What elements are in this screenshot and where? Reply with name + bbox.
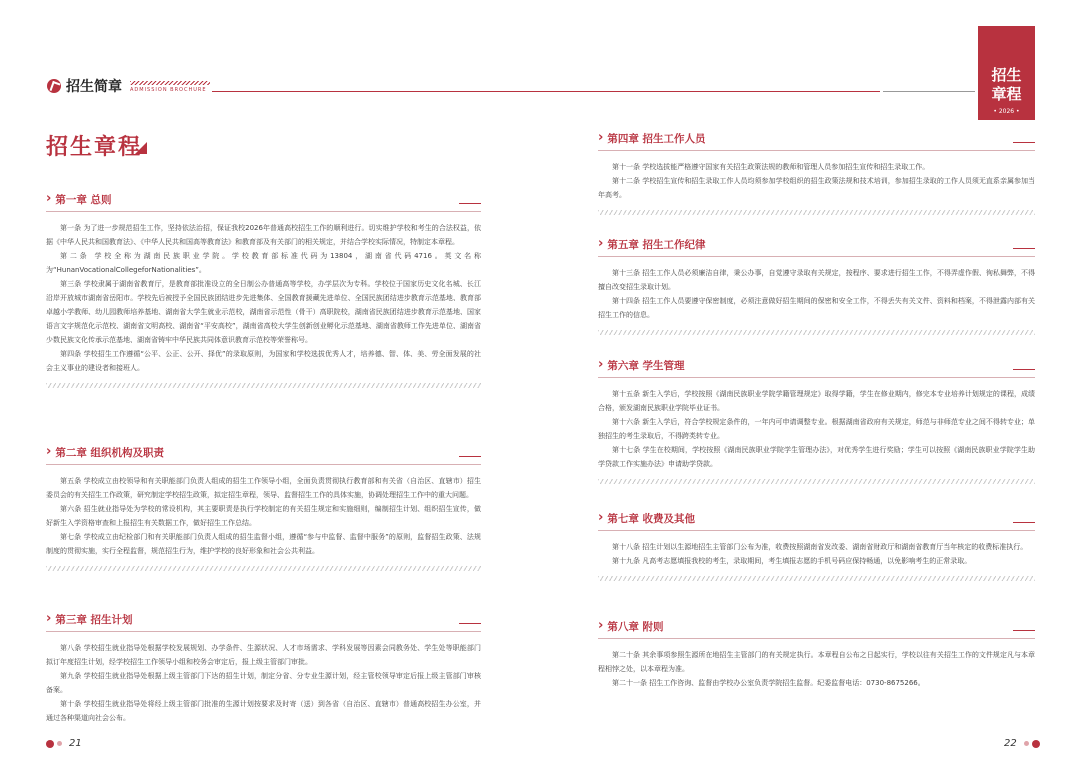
heading-underline xyxy=(598,150,1035,151)
section-body xyxy=(598,387,1035,471)
article-paragraph: 第三条 学校隶属于湖南省教育厅，是教育部批准设立的全日制公办普通高等学校，办学层次为专科。学校位于国家历史文化名城、长江沿岸开放城市湖南省岳阳市。学校先后被授予全国民族团结进步先进集体、全国教育援藏先进单位、全国民族团结进步教育示范基地、教育部卓越小学教师、幼儿园教师培养基地、湖南省大学生就业示范校，湖南省示范性（骨干）高职院校，湖南省民族团结进步教育示范基地、国家语言文字规范化示范校、湖南省文明高校、湖南省“平安高校”，湖南省高校大学生创新创业孵化示范基地、湖南省教师工作先进单位、湖南省少数民族文化传承示范基地、湖南省铸牢中华民族共同体意识教育示范校等荣誉称号。 xyxy=(46,280,481,344)
section-body xyxy=(46,221,481,375)
section-heading: › 第四章 招生工作人员 xyxy=(598,130,706,145)
hatch-decoration xyxy=(130,81,210,85)
section-divider xyxy=(598,330,1035,335)
section-heading: › 第五章 招生工作纪律 xyxy=(598,236,706,251)
section-heading: › 第一章 总则 xyxy=(46,191,112,206)
page-title: 招生章程 xyxy=(46,135,143,160)
section-divider xyxy=(598,210,1035,215)
section-divider xyxy=(46,383,481,388)
article-paragraph: 第十三条 招生工作人员必须廉洁自律，秉公办事，自觉遵守录取有关规定，按程序、要求进行招生工作，不得弄虚作假、徇私舞弊，不得擅自改变招生录取计划。 xyxy=(598,269,1035,291)
section-divider xyxy=(598,576,1035,581)
heading-accent-rule xyxy=(459,203,481,204)
section-body xyxy=(598,540,1035,568)
chevron-right-icon: › xyxy=(598,618,604,633)
article-paragraph: 第二十一条 招生工作咨询、监督由学校办公室负责学院招生监督。纪委监督电话：0730-8675266。 xyxy=(612,679,925,687)
article-paragraph: 第十九条 凡高考志愿填报我校的考生，录取期间，考生填报志愿的手机号码应保持畅通，以免影响考生的正常录取。 xyxy=(612,557,972,565)
heading-underline xyxy=(46,631,481,632)
article-paragraph: 第十四条 招生工作人员要遵守保密制度，必须注意做好招生期间的保密和安全工作，不得丢失有关文件、资料和档案，不得泄露内部有关招生工作的信息。 xyxy=(598,297,1035,319)
article-paragraph: 第四条 学校招生工作遵循“公平、公正、公开、择优”的录取原则，为国家和学校选拔优秀人才，培养德、智、体、美、劳全面发展的社会主义事业的建设者和接班人。 xyxy=(46,350,481,372)
article-paragraph: 第二条 学校全称为湖南民族职业学院。学校教育部标准代码为13804，湖南省代码4716。英文名称为“HunanVocationalCollegeforNationalities”。 xyxy=(46,252,481,274)
article-paragraph: 第九条 学校招生就业指导处根据上级主管部门下达的招生计划，制定分省、分专业生源计划，经主管校领导审定后报上级主管部门审核备案。 xyxy=(46,672,481,694)
article-paragraph: 第十条 学校招生就业指导处将经上级主管部门批准的生源计划按要求及时寄（送）到各省（自治区、直辖市）普通高校招生办公室，并通过各种渠道向社会公布。 xyxy=(46,700,481,722)
header-rule-right xyxy=(883,91,975,92)
article-paragraph: 第十五条 新生入学后，学校按照《湖南民族职业学院学籍管理规定》取得学籍，学生在修业期内，修完本专业培养计划规定的课程，成绩合格，颁发湖南民族职业学院毕业证书。 xyxy=(598,390,1035,412)
chevron-right-icon: › xyxy=(46,444,52,459)
section-body xyxy=(598,160,1035,202)
section-heading: › 第八章 附则 xyxy=(598,618,664,633)
heading-underline xyxy=(46,211,481,212)
chevron-right-icon: › xyxy=(46,611,52,626)
header-title: 招生简章 xyxy=(66,79,122,95)
heading-accent-rule xyxy=(459,623,481,624)
section-chapter-7 xyxy=(598,510,1035,581)
section-chapter-2 xyxy=(46,444,481,571)
section-chapter-1 xyxy=(46,191,481,388)
heading-accent-rule xyxy=(1013,630,1035,631)
dot-icon xyxy=(1024,741,1029,746)
article-paragraph: 第十二条 学校招生宣传和招生录取工作人员均须参加学校组织的招生政策法规和技术培训，参加招生录取的工作人员须无直系亲属参加当年高考。 xyxy=(598,177,1035,199)
header-subtitle: ADMISSION BROCHURE xyxy=(130,87,207,93)
heading-accent-rule xyxy=(1013,369,1035,370)
page-number-right: 22 xyxy=(1004,738,1040,749)
heading-accent-rule xyxy=(1013,522,1035,523)
heading-underline xyxy=(598,377,1035,378)
section-chapter-8 xyxy=(598,618,1035,690)
heading-underline xyxy=(598,256,1035,257)
section-body xyxy=(598,648,1035,690)
section-body xyxy=(46,641,481,725)
dot-icon xyxy=(57,741,62,746)
section-heading: › 第七章 收费及其他 xyxy=(598,510,696,525)
article-paragraph: 第十八条 招生计划以生源地招生主管部门公布为准，收费按照湖南省发改委、湖南省财政厅和湖南省教育厅当年核定的收费标准执行。 xyxy=(612,543,1028,551)
article-paragraph: 第十七条 学生在校期间，学校按照《湖南民族职业学院学生管理办法》，对优秀学生进行奖励；学生可以按照《湖南民族职业学院学生助学贷款工作实施办法》申请助学贷款。 xyxy=(598,446,1035,468)
heading-underline xyxy=(598,530,1035,531)
section-chapter-5 xyxy=(598,236,1035,335)
chevron-right-icon: › xyxy=(598,236,604,251)
chevron-right-icon: › xyxy=(46,191,52,206)
section-chapter-3 xyxy=(46,611,481,725)
chevron-right-icon: › xyxy=(598,130,604,145)
article-paragraph: 第六条 招生就业指导处为学校的常设机构，其主要职责是执行学校制定的有关招生规定和实施细则，编制招生计划、组织招生宣传，做好新生入学资格审查和上报招生有关数据工作，做好招生工作总结。 xyxy=(46,505,481,527)
section-body xyxy=(598,266,1035,322)
tab-title: 招生 章程 xyxy=(991,66,1022,103)
article-paragraph: 第五条 学校成立由校领导和有关职能部门负责人组成的招生工作领导小组，全面负责贯彻执行教育部和有关省（自治区、直辖市）招生委员会的有关招生工作政策，研究制定学校招生政策，拟定招生章程，领导、监督招生工作的具体实施，协调处理招生工作中的重大问题。 xyxy=(46,477,481,499)
dot-icon xyxy=(46,740,54,748)
heading-underline xyxy=(46,464,481,465)
section-chapter-4 xyxy=(598,130,1035,215)
title-triangle-icon xyxy=(135,142,147,154)
dot-icon xyxy=(1032,740,1040,748)
logo-icon xyxy=(47,79,61,93)
article-paragraph: 第十一条 学校选拔能严格遵守国家有关招生政策法规的教师和管理人员参加招生宣传和招生录取工作。 xyxy=(612,163,930,171)
header-subtitle-block xyxy=(130,81,210,93)
tab-year: • 2026 • xyxy=(993,108,1020,115)
section-divider xyxy=(598,479,1035,484)
section-heading: › 第三章 招生计划 xyxy=(46,611,133,626)
article-paragraph: 第八条 学校招生就业指导处根据学校发展规划、办学条件、生源状况、人才市场需求、学科发展等因素会同教务处、学生处等职能部门拟订年度招生计划，经学校招生工作领导小组和校务会审定后，报上级主管部门审批。 xyxy=(46,644,481,666)
chevron-right-icon: › xyxy=(598,510,604,525)
section-chapter-6 xyxy=(598,357,1035,484)
heading-accent-rule xyxy=(1013,142,1035,143)
chapter-tab xyxy=(978,26,1035,120)
header-rule xyxy=(212,91,880,92)
page-number-left: 21 xyxy=(46,738,82,749)
section-heading: › 第六章 学生管理 xyxy=(598,357,685,372)
section-heading: › 第二章 组织机构及职责 xyxy=(46,444,165,459)
article-paragraph: 第一条 为了进一步规范招生工作，坚持依法治招，保证我校2026年普通高校招生工作的顺利进行。切实维护学校和考生的合法权益，依据《中华人民共和国教育法》、《中华人民共和国高等教育法》和教育部及有关部门的相关规定，并结合学校实际情况，特制定本章程。 xyxy=(46,224,481,246)
article-paragraph: 第十六条 新生入学后，符合学校规定条件的，一年内可申请调整专业。根据湖南省政府有关规定，师范与非师范专业之间不得转专业；单独招生的考生录取后，不得跨类转专业。 xyxy=(598,418,1035,440)
heading-underline xyxy=(598,638,1035,639)
heading-accent-rule xyxy=(459,456,481,457)
section-divider xyxy=(46,566,481,571)
heading-accent-rule xyxy=(1013,248,1035,249)
article-paragraph: 第七条 学校成立由纪检部门和有关职能部门负责人组成的招生监督小组，遵循“参与中监督、监督中服务”的原则，监督招生政策、法规制度的贯彻实施，实行全程监督，规范招生行为，维护学校的良好形象和社会公共利益。 xyxy=(46,533,481,555)
section-body xyxy=(46,474,481,558)
chevron-right-icon: › xyxy=(598,357,604,372)
article-paragraph: 第二十条 其余事项参照生源所在地招生主管部门的有关规定执行。本章程自公布之日起实行，学校以往有关招生工作的文件规定凡与本章程相悖之处，以本章程为准。 xyxy=(598,651,1035,673)
